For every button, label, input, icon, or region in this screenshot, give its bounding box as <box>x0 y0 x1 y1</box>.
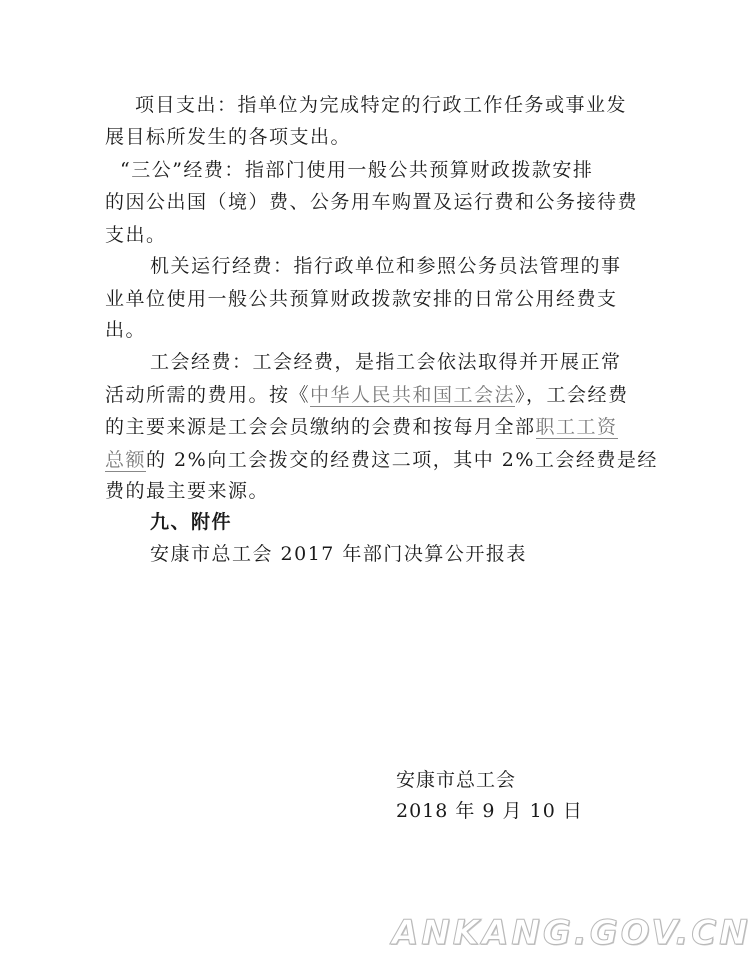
union-fund-line-2 <box>105 386 629 405</box>
union-fund-line-3-pre: 的主要来源是工会会员缴纳的会费和按每月全部 <box>105 416 536 438</box>
site-watermark: ANKANG.GOV.CN <box>392 913 751 953</box>
union-fund-line-2-post: 》，工会经费 <box>515 384 629 406</box>
project-expense-line-2: 展目标所发生的各项支出。 <box>105 126 352 148</box>
admin-cost-line-1: 机关运行经费：指行政单位和参照公务员法管理的事 <box>150 255 622 277</box>
attachment-report-title: 安康市总工会 2017 年部门决算公开报表 <box>150 543 527 565</box>
union-fund-line-2-pre: 活动所需的费用。按《 <box>105 384 311 406</box>
admin-cost-line-3: 出。 <box>105 319 147 341</box>
three-public-line-1: “三公”经费：指部门使用一般公共预算财政拨款安排 <box>120 159 594 181</box>
total-wages-link-part-2[interactable]: 总额 <box>105 449 147 471</box>
union-fund-line-4 <box>105 451 658 470</box>
union-fund-line-4-post: 的 2%向工会拨交的经费这二项，其中 2%工会经费是经 <box>146 449 658 471</box>
three-public-line-3: 支出。 <box>105 224 167 246</box>
attachment-heading: 九、附件 <box>150 511 233 533</box>
three-public-line-2: 的因公出国（境）费、公务用车购置及运行费和公务接待费 <box>105 191 639 213</box>
union-law-link[interactable]: 中华人民共和国工会法 <box>310 384 516 406</box>
union-fund-line-5: 费的最主要来源。 <box>105 480 270 502</box>
union-fund-line-3 <box>105 418 618 437</box>
admin-cost-line-2: 业单位使用一般公共预算财政拨款安排的日常公用经费支 <box>105 288 618 310</box>
signature-organization: 安康市总工会 <box>396 769 517 791</box>
signature-date: 2018 年 9 月 10 日 <box>396 800 583 822</box>
project-expense-line-1: 项目支出：指单位为完成特定的行政工作任务或事业发 <box>135 94 628 116</box>
total-wages-link-part-1[interactable]: 职工工资 <box>535 416 618 438</box>
union-fund-line-1: 工会经费：工会经费，是指工会依法取得并开展正常 <box>150 351 622 373</box>
